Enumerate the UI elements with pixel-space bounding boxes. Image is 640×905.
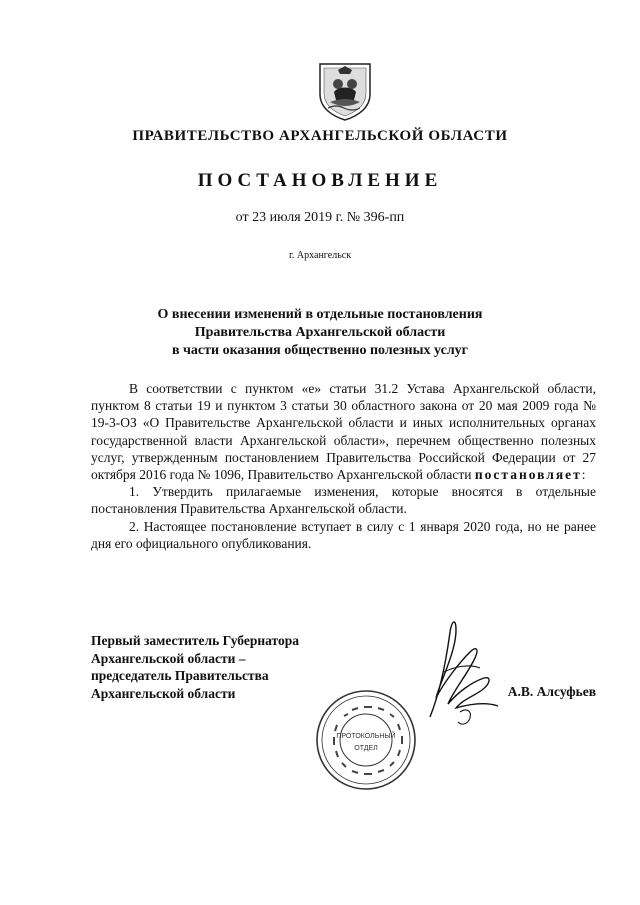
coat-of-arms-icon xyxy=(316,60,374,122)
subject-line: Правительства Архангельской области xyxy=(194,325,446,340)
preamble-paragraph xyxy=(91,380,596,483)
stamp-text: ПРОТОКОЛЬНЫЙ xyxy=(336,733,396,740)
authority-title: ПРАВИТЕЛЬСТВО АРХАНГЕЛЬСКОЙ ОБЛАСТИ xyxy=(132,128,508,144)
signer-title-line: Архангельской области xyxy=(91,685,236,701)
handwritten-signature xyxy=(400,612,510,732)
document-subject xyxy=(0,306,640,360)
stamp-text: ОТДЕЛ xyxy=(354,745,378,752)
preamble-text: В соответствии с пунктом «е» статьи 31.2 Устава Архангельской области, пунктом 8 статьи 19 и пунктом 3 статьи 30 областного закона от 20 мая 2009 года № 19-3-ОЗ «О Правительстве Архангельской области и иных исполнительных органах государственной власти Архангельской области», перечнем общественно полезных услуг, утвержденным постановлением Правительства Российской Федерации от 27 октября 2016 года № 1096, Правительство Архангельской области xyxy=(91,381,596,483)
signer-name: А.В. Алсуфьев xyxy=(507,684,596,699)
document-place: г. Архангельск xyxy=(288,250,352,261)
clause-1: 1. Утвердить прилагаемые изменения, которые вносятся в отдельные постановления Правительства Архангельской области. xyxy=(91,484,596,517)
signer-title-line: Первый заместитель Губернатора xyxy=(91,633,299,648)
decree-word: постановляет xyxy=(474,467,582,483)
document-type: ПОСТАНОВЛЕНИЕ xyxy=(197,170,443,191)
preamble-colon: : xyxy=(581,467,586,483)
document-body xyxy=(91,380,596,552)
subject-line: О внесении изменений в отдельные постановления xyxy=(157,307,483,322)
document-date-number: от 23 июля 2019 г. № 396-пп xyxy=(235,210,405,225)
signer-title-line: Архангельской области – xyxy=(91,650,246,666)
clause-2: 2. Настоящее постановление вступает в силу с 1 января 2020 года, но не ранее дня его официального опубликования. xyxy=(91,518,596,551)
subject-line: в части оказания общественно полезных услуг xyxy=(171,343,469,358)
signer-title-line: председатель Правительства xyxy=(91,668,269,683)
